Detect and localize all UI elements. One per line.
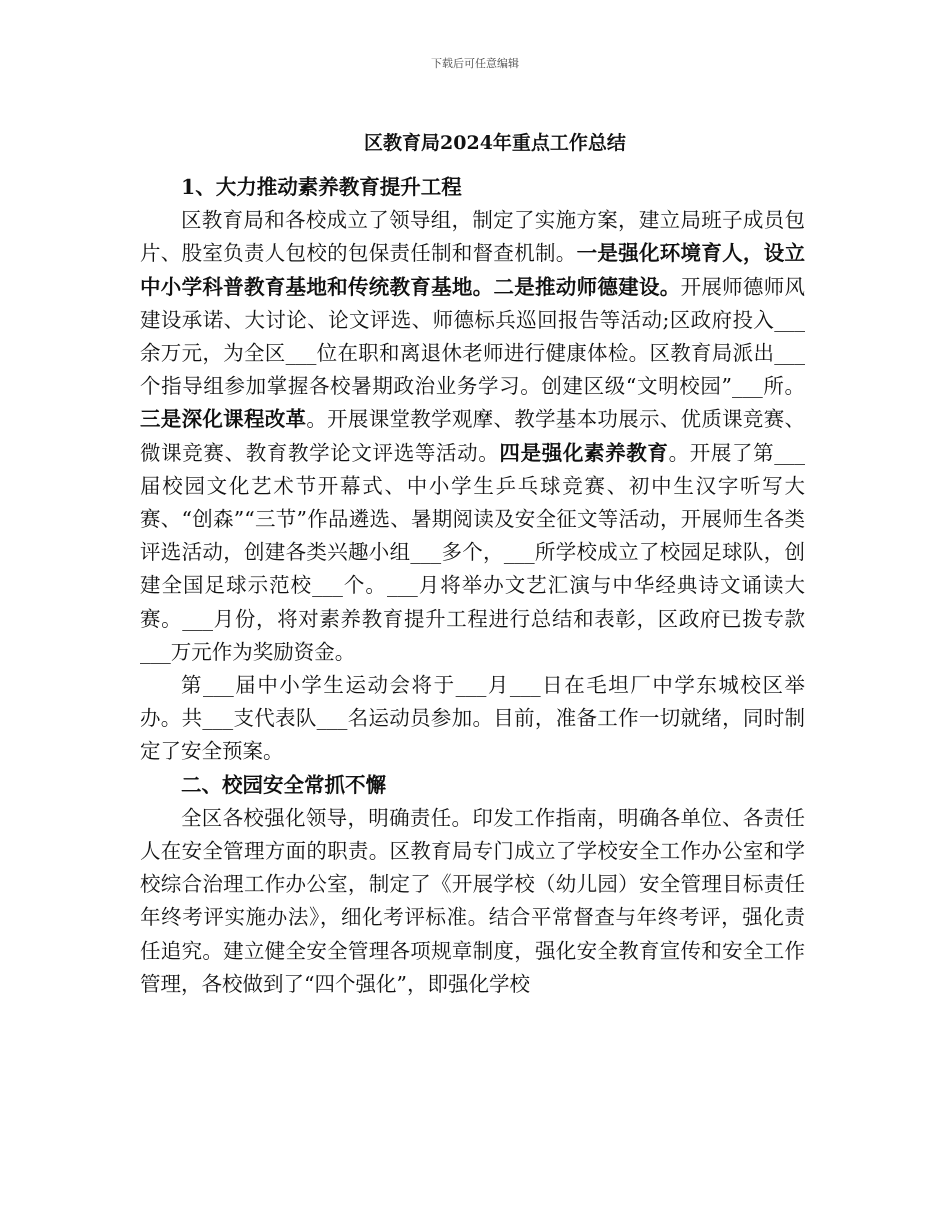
paragraph-3: 全区各校强化领导，明确责任。印发工作指南，明确各单位、各责任人在安全管理方面的职责。区教育局专门成立了学校安全工作办公室和学校综合治理工作办公室，制定了《开展学校（幼儿园）安全管理目标责任年终考评实施办法》，细化考评标准。结合平常督查与年终考评，强化责任追究。建立健全安全管理各项规章制度，强化安全教育宣传和安全工作管理，各校做到了“四个强化”，即强化学校 bbox=[140, 805, 805, 996]
bold-phrase: 二是推动师德建设。 bbox=[493, 274, 681, 299]
document-body bbox=[140, 171, 805, 1001]
bold-phrase: 四是强化素养教育 bbox=[499, 440, 669, 465]
section-heading-2: 二、校园安全常抓不懈 bbox=[181, 772, 386, 797]
paragraph-text: 开展师德师风建设承诺、大讨论、论文评选、师德标兵巡回报告等活动;区政府投入___余万元，为全区___位在职和离退休老师进行健康体检。区教育局派出___个指导组参加掌握各校暑期政治业务学习。创建区级“文明校园”___所。 bbox=[140, 274, 806, 399]
paragraph-text: 。开展课堂教学观摩、教学基本功展示、优质课竞赛、微课竞赛、教育教学论文评选等活动。 bbox=[140, 407, 806, 465]
paragraph-1 bbox=[140, 204, 805, 669]
paragraph-text: 。开展了第___届校园文化艺术节开幕式、中小学生乒乓球竞赛、初中生汉字听写大赛、“创森”“三节”作品遴选、暑期阅读及安全征文等活动，开展师生各类评选活动，创建各类兴趣小组___多个，___所学校成立了校园足球队，创建全国足球示范校___个。___月将举办文艺汇演与中华经典诗文诵读大赛。___月份，将对素养教育提升工程进行总结和表彰，区政府已拨专款___万元作为奖励资金。 bbox=[140, 440, 806, 664]
paragraph-text: 区教育局和各校成立了领导组，制定了实施方案，建立局班子成员包片、股室负责人包校的包保责任制和督查机制。 bbox=[140, 208, 805, 266]
bold-phrase: 三是深化课程改革 bbox=[140, 407, 307, 432]
bold-phrase: 一是强化环境育人，设立中小学科普教育基地和传统教育基地。 bbox=[140, 241, 806, 299]
section-heading-1: 1、大力推动素养教育提升工程 bbox=[181, 175, 462, 199]
header-note: 下载后可任意编辑 bbox=[431, 57, 519, 70]
document-title: 区教育局2024年重点工作总结 bbox=[364, 132, 626, 154]
paragraph-2: 第___届中小学生运动会将于___月___日在毛坦厂中学东城校区举办。共___支代表队___名运动员参加。目前，准备工作一切就绪，同时制定了安全预案。 bbox=[140, 673, 805, 764]
